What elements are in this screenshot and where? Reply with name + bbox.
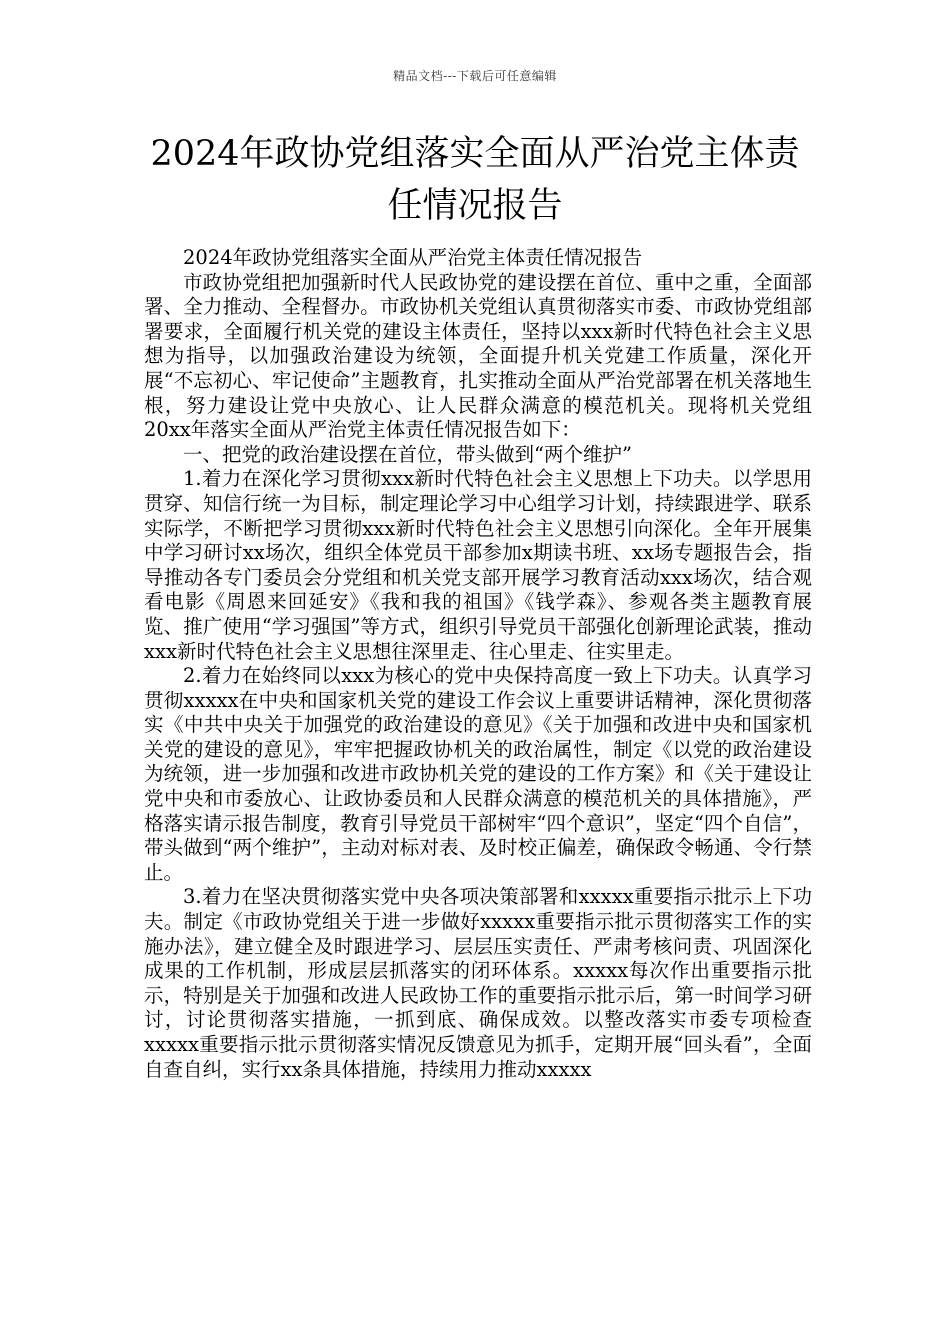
document-title [120, 128, 830, 232]
title-line-2: 任情况报告 [387, 186, 563, 226]
body-paragraph-1: 1.着力在深化学习贯彻xxx新时代特色社会主义思想上下功夫。以学思用贯穿、知信行统一为目标，制定理论学习中心组学习计划，持续跟进学、联系实际学，不断把学习贯彻xxx新时代特色社会主义思想引向深化。全年开展集中学习研讨xx场次，组织全体党员干部参加x期读书班、xx场专题报告会，指导推动各专门委员会分党组和机关党支部开展学习教育活动xxx场次，结合观看电影《周恩来回延安》《我和我的祖国》《钱学森》、参观各类主题教育展览、推广使用“学习强国”等方式，组织引导党员干部强化创新理论武装，推动xxx新时代特色社会主义思想往深里走、往心里走、往实里走。 [144, 467, 812, 663]
document-body [144, 246, 812, 1082]
intro-paragraph: 市政协党组把加强新时代人民政协党的建设摆在首位、重中之重，全面部署、全力推动、全程督办。市政协机关党组认真贯彻落实市委、市政协党组部署要求，全面履行机关党的建设主体责任，坚持以xxx新时代特色社会主义思想为指导，以加强政治建设为统领，全面提升机关党建工作质量，深化开展“不忘初心、牢记使命”主题教育，扎实推动全面从严治党部署在机关落地生根，努力建设让党中央放心、让人民群众满意的模范机关。现将机关党组20xx年落实全面从严治党主体责任情况报告如下： [144, 270, 812, 442]
body-paragraph-2: 2.着力在始终同以xxx为核心的党中央保持高度一致上下功夫。认真学习贯彻xxxxx在中央和国家机关党的建设工作会议上重要讲话精神，深化贯彻落实《中共中央关于加强党的政治建设的意见》《关于加强和改进中央和国家机关党的建设的意见》，牢牢把握政协机关的政治属性，制定《以党的政治建设为统领，进一步加强和改进市政协机关党的建设的工作方案》和《关于建设让党中央和市委放心、让政协委员和人民群众满意的模范机关的具体措施》，严格落实请示报告制度，教育引导党员干部树牢“四个意识”，坚定“四个自信”，带头做到“两个维护”，主动对标对表、及时校正偏差，确保政令畅通、令行禁止。 [144, 664, 812, 884]
section-heading-1: 一、把党的政治建设摆在首位，带头做到“两个维护” [183, 442, 632, 466]
body-paragraph-3: 3.着力在坚决贯彻落实党中央各项决策部署和xxxxx重要指示批示上下功夫。制定《市政协党组关于进一步做好xxxxx重要指示批示贯彻落实工作的实施办法》，建立健全及时跟进学习、层层压实责任、严肃考核问责、巩固深化成果的工作机制，形成层层抓落实的闭环体系。xxxxx每次作出重要指示批示，特别是关于加强和改进人民政协工作的重要指示批示后，第一时间学习研讨，讨论贯彻落实措施，一抓到底、确保成效。以整改落实市委专项检查xxxxx重要指示批示贯彻落实情况反馈意见为抓手，定期开展“回头看”，全面自查自纠，实行xx条具体措施，持续用力推动xxxxx [144, 885, 812, 1081]
title-line-1: 2024年政协党组落实全面从严治党主体责 [150, 134, 800, 174]
page-header: 精品文档---下载后可任意编辑 [393, 69, 557, 83]
subtitle-paragraph: 2024年政协党组落实全面从严治党主体责任情况报告 [183, 246, 643, 269]
